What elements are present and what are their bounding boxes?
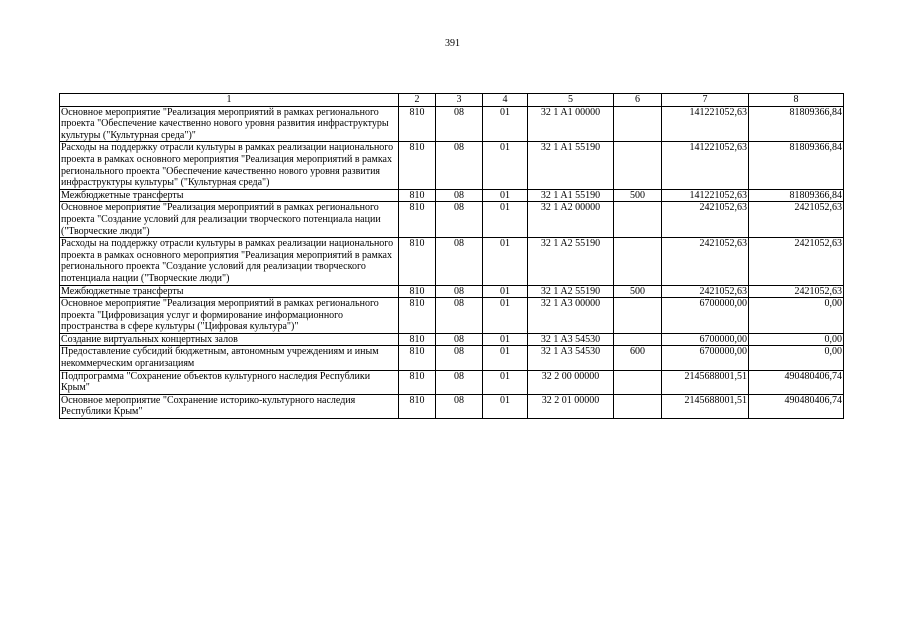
section-code: 08 <box>436 189 483 202</box>
amount-col8: 81809366,84 <box>749 142 844 189</box>
row-name: Расходы на поддержку отрасли культуры в рамках реализации национального проекта в рамках основного мероприятия "Реализация мероприятий в рамках регионального проекта "Обеспечение качественно нового уровня развития инфраструктуры культуры" ("Культурная среда") <box>60 142 399 189</box>
target-article-code: 32 1 A2 55190 <box>528 285 614 298</box>
table-header-row <box>60 94 844 107</box>
column-header-5: 5 <box>528 94 614 107</box>
ministry-code: 810 <box>399 238 436 285</box>
column-header-1: 1 <box>60 94 399 107</box>
section-code: 08 <box>436 346 483 370</box>
table-row <box>60 106 844 142</box>
target-article-code: 32 1 A3 54530 <box>528 346 614 370</box>
amount-col8: 2421052,63 <box>749 285 844 298</box>
ministry-code: 810 <box>399 346 436 370</box>
subsection-code: 01 <box>483 106 528 142</box>
table-row <box>60 298 844 334</box>
row-name: Основное мероприятие "Реализация мероприятий в рамках регионального проекта "Создание условий для реализации творческого потенциала нации ("Творческие люди") <box>60 202 399 238</box>
expense-type-code: 500 <box>614 285 662 298</box>
expense-type-code <box>614 298 662 334</box>
section-code: 08 <box>436 333 483 346</box>
column-header-3: 3 <box>436 94 483 107</box>
expense-type-code: 600 <box>614 346 662 370</box>
amount-col8: 0,00 <box>749 346 844 370</box>
amount-col7: 2421052,63 <box>662 202 749 238</box>
subsection-code: 01 <box>483 346 528 370</box>
amount-col8: 490480406,74 <box>749 370 844 394</box>
table-row <box>60 202 844 238</box>
column-header-6: 6 <box>614 94 662 107</box>
amount-col8: 490480406,74 <box>749 394 844 418</box>
amount-col8: 81809366,84 <box>749 106 844 142</box>
section-code: 08 <box>436 106 483 142</box>
target-article-code: 32 1 A1 00000 <box>528 106 614 142</box>
section-code: 08 <box>436 298 483 334</box>
section-code: 08 <box>436 285 483 298</box>
table-row <box>60 333 844 346</box>
row-name: Расходы на поддержку отрасли культуры в рамках реализации национального проекта в рамках основного мероприятия "Реализация мероприятий в рамках регионального проекта "Создание условий для реализации творческого потенциала нации ("Творческие люди") <box>60 238 399 285</box>
amount-col8: 81809366,84 <box>749 189 844 202</box>
row-name: Подпрограмма "Сохранение объектов культурного наследия Республики Крым" <box>60 370 399 394</box>
amount-col7: 6700000,00 <box>662 346 749 370</box>
ministry-code: 810 <box>399 189 436 202</box>
amount-col7: 2145688001,51 <box>662 370 749 394</box>
row-name: Основное мероприятие "Реализация мероприятий в рамках регионального проекта "Обеспечение качественно нового уровня развития инфраструктуры культуры ("Культурная среда")" <box>60 106 399 142</box>
ministry-code: 810 <box>399 394 436 418</box>
table-row <box>60 346 844 370</box>
row-name: Основное мероприятие "Реализация мероприятий в рамках регионального проекта "Цифровизация услуг и формирование информационного пространства в сфере культуры ("Цифровая культура")" <box>60 298 399 334</box>
target-article-code: 32 2 00 00000 <box>528 370 614 394</box>
subsection-code: 01 <box>483 285 528 298</box>
section-code: 08 <box>436 370 483 394</box>
expense-type-code <box>614 202 662 238</box>
row-name: Межбюджетные трансферты <box>60 285 399 298</box>
amount-col7: 2145688001,51 <box>662 394 749 418</box>
ministry-code: 810 <box>399 370 436 394</box>
ministry-code: 810 <box>399 142 436 189</box>
row-name: Предоставление субсидий бюджетным, автономным учреждениям и иным некоммерческим организациям <box>60 346 399 370</box>
table-row <box>60 394 844 418</box>
row-name: Создание виртуальных концертных залов <box>60 333 399 346</box>
target-article-code: 32 1 A3 54530 <box>528 333 614 346</box>
table-row <box>60 189 844 202</box>
target-article-code: 32 1 A3 00000 <box>528 298 614 334</box>
row-name: Межбюджетные трансферты <box>60 189 399 202</box>
amount-col7: 2421052,63 <box>662 285 749 298</box>
ministry-code: 810 <box>399 333 436 346</box>
amount-col8: 2421052,63 <box>749 238 844 285</box>
amount-col7: 141221052,63 <box>662 189 749 202</box>
expense-type-code: 500 <box>614 189 662 202</box>
column-header-2: 2 <box>399 94 436 107</box>
subsection-code: 01 <box>483 333 528 346</box>
column-header-4: 4 <box>483 94 528 107</box>
target-article-code: 32 2 01 00000 <box>528 394 614 418</box>
row-name: Основное мероприятие "Сохранение историко-культурного наследия Республики Крым" <box>60 394 399 418</box>
budget-table <box>59 93 844 419</box>
subsection-code: 01 <box>483 298 528 334</box>
target-article-code: 32 1 A1 55190 <box>528 189 614 202</box>
section-code: 08 <box>436 142 483 189</box>
subsection-code: 01 <box>483 189 528 202</box>
column-header-8: 8 <box>749 94 844 107</box>
table-row <box>60 285 844 298</box>
amount-col8: 0,00 <box>749 298 844 334</box>
subsection-code: 01 <box>483 394 528 418</box>
ministry-code: 810 <box>399 202 436 238</box>
amount-col8: 2421052,63 <box>749 202 844 238</box>
amount-col8: 0,00 <box>749 333 844 346</box>
expense-type-code <box>614 238 662 285</box>
expense-type-code <box>614 333 662 346</box>
section-code: 08 <box>436 238 483 285</box>
target-article-code: 32 1 A2 00000 <box>528 202 614 238</box>
ministry-code: 810 <box>399 106 436 142</box>
target-article-code: 32 1 A2 55190 <box>528 238 614 285</box>
expense-type-code <box>614 142 662 189</box>
table-row <box>60 370 844 394</box>
subsection-code: 01 <box>483 142 528 189</box>
amount-col7: 2421052,63 <box>662 238 749 285</box>
ministry-code: 810 <box>399 285 436 298</box>
amount-col7: 6700000,00 <box>662 333 749 346</box>
table-row <box>60 142 844 189</box>
ministry-code: 810 <box>399 298 436 334</box>
expense-type-code <box>614 370 662 394</box>
subsection-code: 01 <box>483 202 528 238</box>
section-code: 08 <box>436 202 483 238</box>
subsection-code: 01 <box>483 238 528 285</box>
table-row <box>60 238 844 285</box>
page-number: 391 <box>445 38 460 49</box>
section-code: 08 <box>436 394 483 418</box>
expense-type-code <box>614 394 662 418</box>
column-header-7: 7 <box>662 94 749 107</box>
amount-col7: 141221052,63 <box>662 106 749 142</box>
expense-type-code <box>614 106 662 142</box>
amount-col7: 141221052,63 <box>662 142 749 189</box>
target-article-code: 32 1 A1 55190 <box>528 142 614 189</box>
amount-col7: 6700000,00 <box>662 298 749 334</box>
subsection-code: 01 <box>483 370 528 394</box>
